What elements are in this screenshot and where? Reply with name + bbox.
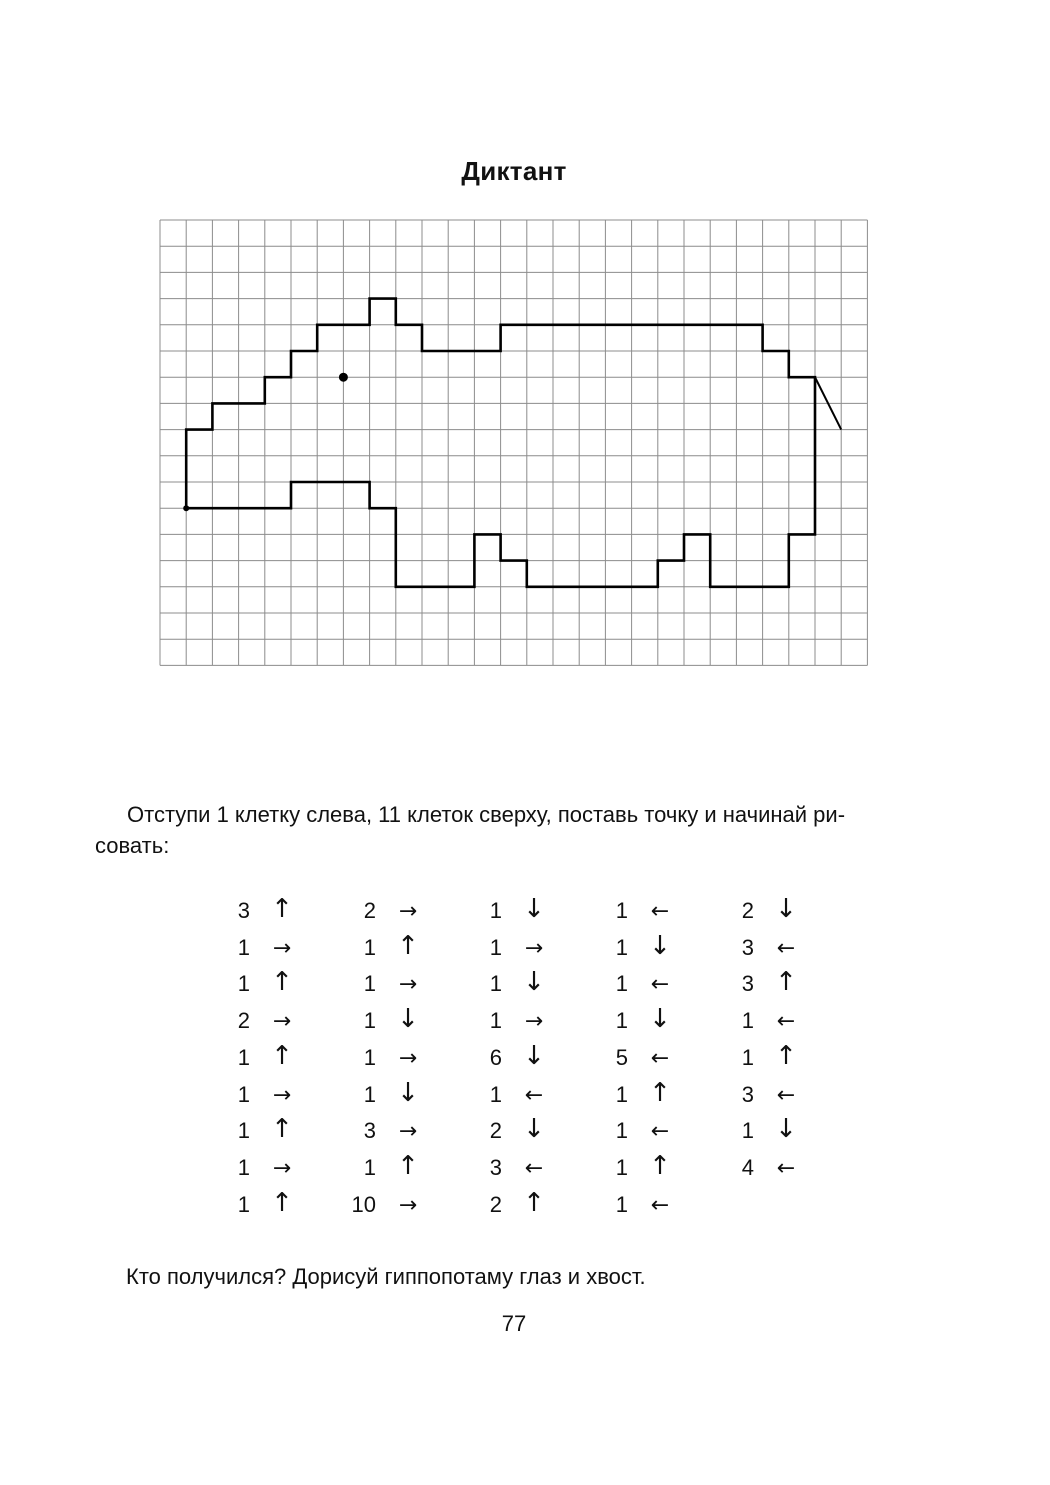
- step-item: [462, 1153, 558, 1189]
- step-item: [714, 1116, 810, 1152]
- instruction-line-1: Отступи 1 клетку слева, 11 клеток сверху, поставь точку и начинай ри-: [127, 802, 846, 827]
- step-item: [336, 1077, 432, 1116]
- step-item: [714, 1006, 810, 1042]
- step-item: [588, 1116, 684, 1152]
- step-arrow: →: [272, 1009, 292, 1035]
- step-arrow: ←: [650, 1119, 670, 1145]
- step-arrow: →: [272, 935, 292, 961]
- step-count: 1: [615, 1154, 628, 1180]
- step-item: [714, 933, 810, 969]
- step-item: [588, 1150, 684, 1189]
- step-item: [462, 1080, 558, 1116]
- step-count: 1: [237, 1044, 250, 1070]
- step-item: [462, 1006, 558, 1042]
- step-item: [210, 1006, 306, 1042]
- step-item: [714, 896, 810, 932]
- step-count: 1: [363, 1081, 376, 1107]
- step-count: 2: [489, 1118, 502, 1144]
- step-count: 1: [615, 934, 628, 960]
- step-count: 1: [489, 1081, 502, 1107]
- start-dot: [183, 505, 189, 511]
- step-item: [336, 1150, 432, 1189]
- step-item: [588, 1077, 684, 1116]
- step-arrow: ↓: [649, 1004, 671, 1035]
- step-item: [336, 1006, 432, 1042]
- step-count: 3: [363, 1118, 376, 1144]
- step-count: 6: [489, 1044, 502, 1070]
- step-item: [462, 1116, 558, 1152]
- step-count: 2: [489, 1191, 502, 1217]
- step-count: 2: [363, 898, 376, 923]
- step-arrow: ↓: [523, 967, 545, 998]
- step-count: 1: [741, 1118, 754, 1144]
- page-title: Диктант: [461, 156, 567, 186]
- step-item: [588, 969, 684, 1005]
- step-count: 1: [237, 1081, 250, 1107]
- step-arrow: ↑: [649, 1077, 671, 1108]
- step-arrow: ↓: [523, 894, 545, 924]
- step-item: [336, 969, 432, 1005]
- step-count: 1: [237, 971, 250, 997]
- step-count: 1: [363, 971, 376, 997]
- step-count: 3: [237, 898, 250, 923]
- step-item: [210, 969, 306, 1005]
- step-count: 1: [615, 1008, 628, 1034]
- step-count: 1: [615, 898, 628, 923]
- step-item: [462, 1187, 558, 1226]
- step-arrow: ↓: [775, 1114, 797, 1145]
- step-count: 1: [489, 971, 502, 997]
- step-item: [210, 1153, 306, 1189]
- step-arrow: ←: [524, 1155, 544, 1181]
- step-arrow: ←: [524, 1082, 544, 1108]
- step-item: [714, 1153, 810, 1189]
- step-arrow: ↓: [397, 1004, 419, 1035]
- step-count: 10: [351, 1191, 376, 1217]
- step-arrow: ↑: [775, 1040, 797, 1071]
- step-item: [210, 1080, 306, 1116]
- page-number: 77: [501, 1311, 527, 1336]
- step-arrow: →: [272, 1155, 292, 1181]
- step-count: 1: [615, 1191, 628, 1217]
- step-count: 1: [741, 1008, 754, 1034]
- instruction-text: [95, 799, 940, 861]
- step-count: 1: [615, 971, 628, 997]
- step-count: 1: [237, 1191, 250, 1217]
- step-arrow: ↑: [523, 1187, 545, 1218]
- drawing-grid: [0, 0, 1050, 700]
- step-count: 1: [363, 1044, 376, 1070]
- step-arrow: ←: [776, 1155, 796, 1181]
- step-item: [336, 1043, 432, 1079]
- step-item: [714, 1040, 810, 1079]
- step-item: [336, 1116, 432, 1152]
- step-count: 3: [741, 971, 754, 997]
- instruction-line-2: совать:: [95, 833, 170, 858]
- step-arrow: ↑: [271, 1040, 293, 1071]
- step-item: [210, 1187, 306, 1226]
- step-item: [588, 896, 684, 932]
- step-count: 1: [237, 1154, 250, 1180]
- step-count: 1: [363, 1008, 376, 1034]
- step-count: 1: [615, 1081, 628, 1107]
- step-arrow: ←: [650, 1045, 670, 1071]
- step-arrow: ↑: [271, 1114, 293, 1145]
- step-arrow: ↓: [649, 930, 671, 961]
- step-count: 1: [615, 1118, 628, 1144]
- step-arrow: ←: [776, 1009, 796, 1035]
- step-arrow: →: [398, 1045, 418, 1071]
- step-item: [714, 1080, 810, 1116]
- step-arrow: ↓: [523, 1114, 545, 1145]
- step-item: [462, 969, 558, 1005]
- step-arrow: →: [398, 899, 418, 924]
- step-count: 1: [363, 1154, 376, 1180]
- step-count: 2: [237, 1008, 250, 1034]
- step-count: 5: [615, 1044, 628, 1070]
- step-arrow: →: [524, 935, 544, 961]
- step-arrow: →: [272, 1082, 292, 1108]
- step-item: [588, 1043, 684, 1079]
- step-arrow: ↑: [649, 1150, 671, 1181]
- step-arrow: →: [398, 1119, 418, 1145]
- step-count: 2: [741, 898, 754, 923]
- step-count: 1: [489, 1008, 502, 1034]
- step-arrow: ←: [776, 935, 796, 961]
- step-item: [210, 1040, 306, 1079]
- step-item: [336, 896, 432, 932]
- step-arrow: ↓: [775, 894, 797, 924]
- step-arrow: ↑: [271, 1187, 293, 1218]
- step-item: [336, 1190, 432, 1226]
- grid-lines: [160, 220, 867, 665]
- step-arrow: ↑: [271, 967, 293, 998]
- step-item: [588, 1190, 684, 1226]
- step-count: 3: [489, 1154, 502, 1180]
- step-item: [210, 1116, 306, 1152]
- step-arrow: →: [398, 1192, 418, 1218]
- step-count: 1: [489, 898, 502, 923]
- step-item: [714, 969, 810, 1005]
- step-arrow: →: [398, 972, 418, 998]
- step-arrow: ↑: [397, 1150, 419, 1181]
- step-count: 1: [489, 934, 502, 960]
- step-arrow: ←: [650, 972, 670, 998]
- step-item: [210, 933, 306, 969]
- hippo-eye: [339, 373, 348, 382]
- step-item: [210, 896, 306, 932]
- step-count: 3: [741, 1081, 754, 1107]
- step-count: 4: [741, 1154, 754, 1180]
- step-count: 1: [741, 1044, 754, 1070]
- step-count: 1: [237, 1118, 250, 1144]
- step-arrow: ↑: [271, 894, 293, 924]
- step-arrow: ↑: [397, 930, 419, 961]
- step-item: [588, 1006, 684, 1042]
- step-item: [462, 933, 558, 969]
- step-count: 3: [741, 934, 754, 960]
- question-text: Кто получился? Дорисуй гиппопотаму глаз и хвост.: [126, 1264, 646, 1289]
- step-item: [588, 930, 684, 969]
- step-arrow: ↑: [775, 967, 797, 998]
- step-arrow: ↓: [397, 1077, 419, 1108]
- step-item: [462, 896, 558, 932]
- step-arrow: ←: [650, 899, 670, 924]
- step-count: 1: [363, 934, 376, 960]
- step-arrow: ←: [776, 1082, 796, 1108]
- step-count: 1: [237, 934, 250, 960]
- step-arrow: →: [524, 1009, 544, 1035]
- step-arrow: ↓: [523, 1040, 545, 1071]
- step-item: [462, 1040, 558, 1079]
- step-item: [336, 930, 432, 969]
- step-arrow: ←: [650, 1192, 670, 1218]
